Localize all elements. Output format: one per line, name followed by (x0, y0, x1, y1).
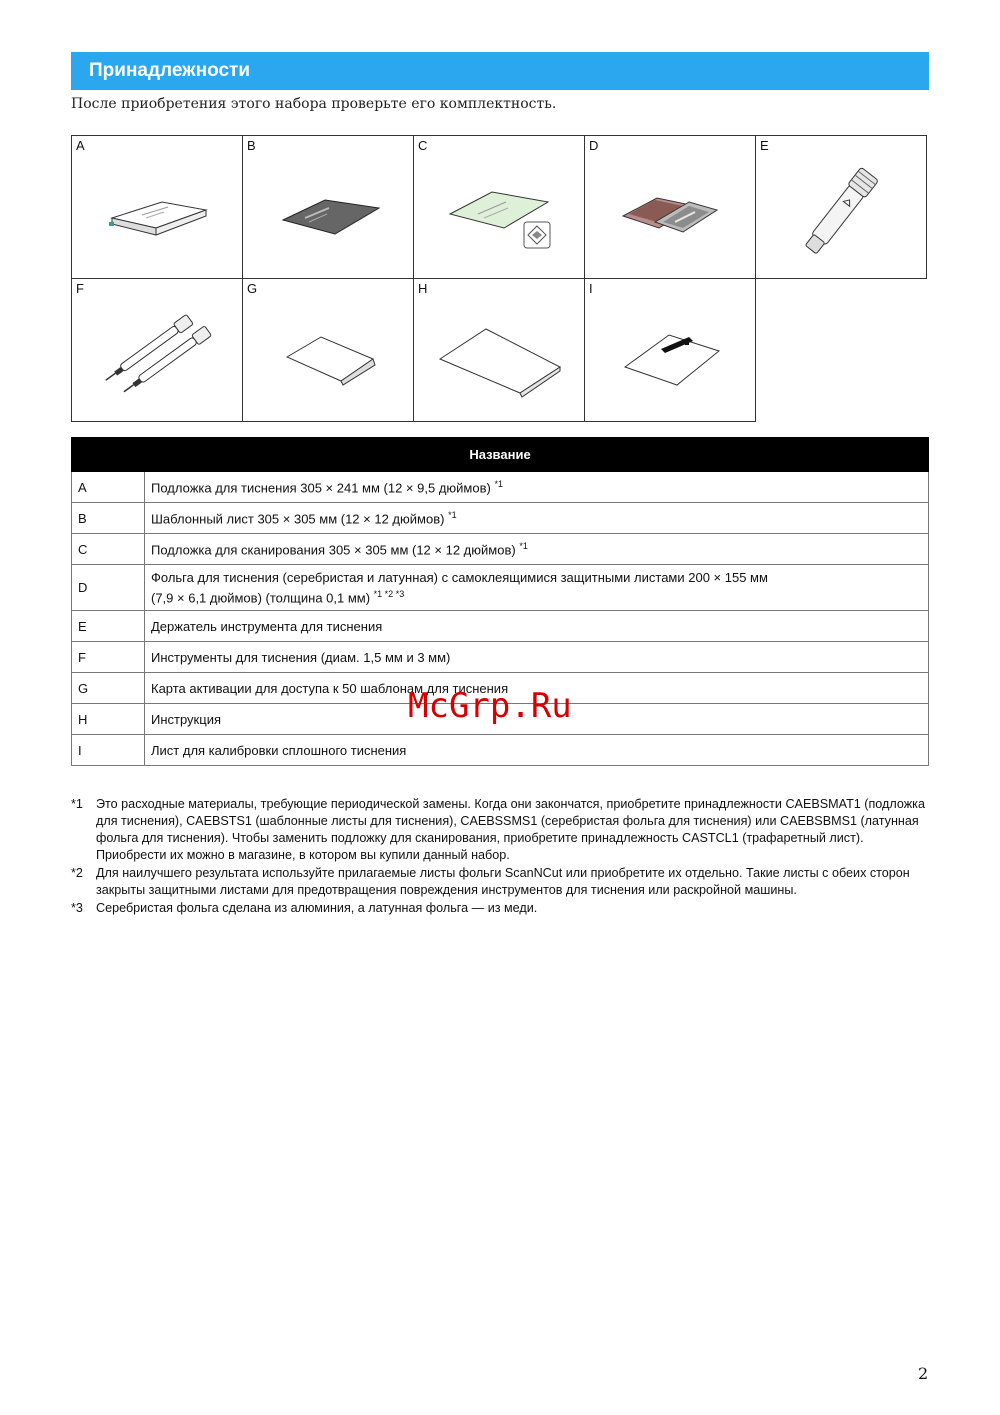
row-name: Фольга для тиснения (серебристая и латунная) с самоклеящимися защитными листами 200 × 155 мм (7,9 × 6,1 дюймов) (толщина 0,1 мм) $^{*1 *2 *3}$ (145, 565, 929, 611)
item-cell-i (584, 278, 756, 422)
item-letter: F (76, 281, 84, 296)
row-letter: I (72, 735, 145, 766)
row-name: Шаблонный лист 305 × 305 мм (12 × 12 дюймов) $^{*1}$ (145, 503, 929, 534)
row-letter: B (72, 503, 145, 534)
item-letter: C (418, 138, 428, 153)
footnote-mark: *3 (71, 901, 83, 915)
item-cell-c (413, 135, 585, 279)
footnotes (71, 796, 931, 918)
footnote (71, 900, 931, 917)
section-title: Принадлежности (89, 60, 251, 81)
row-letter: G (72, 673, 145, 704)
manual-icon (414, 279, 586, 423)
item-cell-b (242, 135, 414, 279)
embossing-mat-icon (72, 136, 244, 280)
row-letter: A (72, 472, 145, 503)
row-letter: C (72, 534, 145, 565)
row-letter: F (72, 642, 145, 673)
calibration-sheet-icon (585, 279, 757, 423)
table-row (72, 611, 929, 642)
item-cell-e (755, 135, 927, 279)
item-letter: I (589, 281, 593, 296)
table-header: Название (72, 438, 929, 472)
item-cell-f (71, 278, 243, 422)
row-name: Держатель инструмента для тиснения (145, 611, 929, 642)
item-letter: H (418, 281, 428, 296)
item-letter: D (589, 138, 599, 153)
row-name: Лист для калибровки сплошного тиснения (145, 735, 929, 766)
table-row (72, 735, 929, 766)
intro-text: После приобретения этого набора проверьте его комплектность. (71, 96, 557, 112)
footnote-text: Это расходные материалы, требующие периодической замены. Когда они закончатся, приобретите принадлежности CAEBSMAT1 (подложка для тиснения), CAEBSTS1 (шаблонные листы для тиснения), CAEBSSMS1 (серебристая фольга для тиснения) или CAEBSBMS1 (латунная фольга для тиснения). Чтобы заменить подложку для сканирования, приобретите принадлежность CASTCL1 (трафаретный лист). Приобрести их можно в магазине, в котором вы купили данный набор. (96, 797, 925, 862)
table-row (72, 472, 929, 503)
foil-sheets-icon (585, 136, 757, 280)
footnote-mark: *1 (71, 797, 83, 811)
item-letter: A (76, 138, 85, 153)
row-letter: D (72, 565, 145, 611)
item-letter: E (760, 138, 769, 153)
item-cell-h (413, 278, 585, 422)
row-name: Карта активации для доступа к 50 шаблонам для тиснения (145, 673, 929, 704)
table-row (72, 642, 929, 673)
item-letter: B (247, 138, 256, 153)
footnote (71, 865, 931, 899)
row-name: Инструкция (145, 704, 929, 735)
row-letter: H (72, 704, 145, 735)
embossing-tools-icon (72, 279, 244, 423)
activation-card-icon (243, 279, 415, 423)
footnote-text: Серебристая фольга сделана из алюминия, а латунная фольга — из меди. (96, 901, 538, 915)
template-sheet-icon (243, 136, 415, 280)
item-cell-g (242, 278, 414, 422)
item-letter: G (247, 281, 258, 296)
item-cell-a (71, 135, 243, 279)
tool-holder-icon (756, 136, 928, 280)
footnote (71, 796, 931, 864)
footnote-text: Для наилучшего результата используйте прилагаемые листы фольги ScanNCut или приобретите их отдельно. Такие листы с обеих сторон закрыты защитными листами для предотвращения повреждения инструментов для тиснения или раскройной машины. (96, 866, 910, 897)
item-cell-d (584, 135, 756, 279)
table-row (72, 534, 929, 565)
watermark: McGrp.Ru (408, 686, 572, 726)
row-name: Подложка для сканирования 305 × 305 мм (12 × 12 дюймов) $^{*1}$ (145, 534, 929, 565)
scanning-mat-icon (414, 136, 586, 280)
table-row (72, 565, 929, 611)
page-number: 2 (918, 1364, 929, 1383)
footnote-mark: *2 (71, 866, 83, 880)
table-row (72, 503, 929, 534)
row-letter: E (72, 611, 145, 642)
row-name: Подложка для тиснения 305 × 241 мм (12 × 9,5 дюймов) $^{*1}$ (145, 472, 929, 503)
section-title-bar (71, 52, 929, 90)
row-name: Инструменты для тиснения (диам. 1,5 мм и 3 мм) (145, 642, 929, 673)
